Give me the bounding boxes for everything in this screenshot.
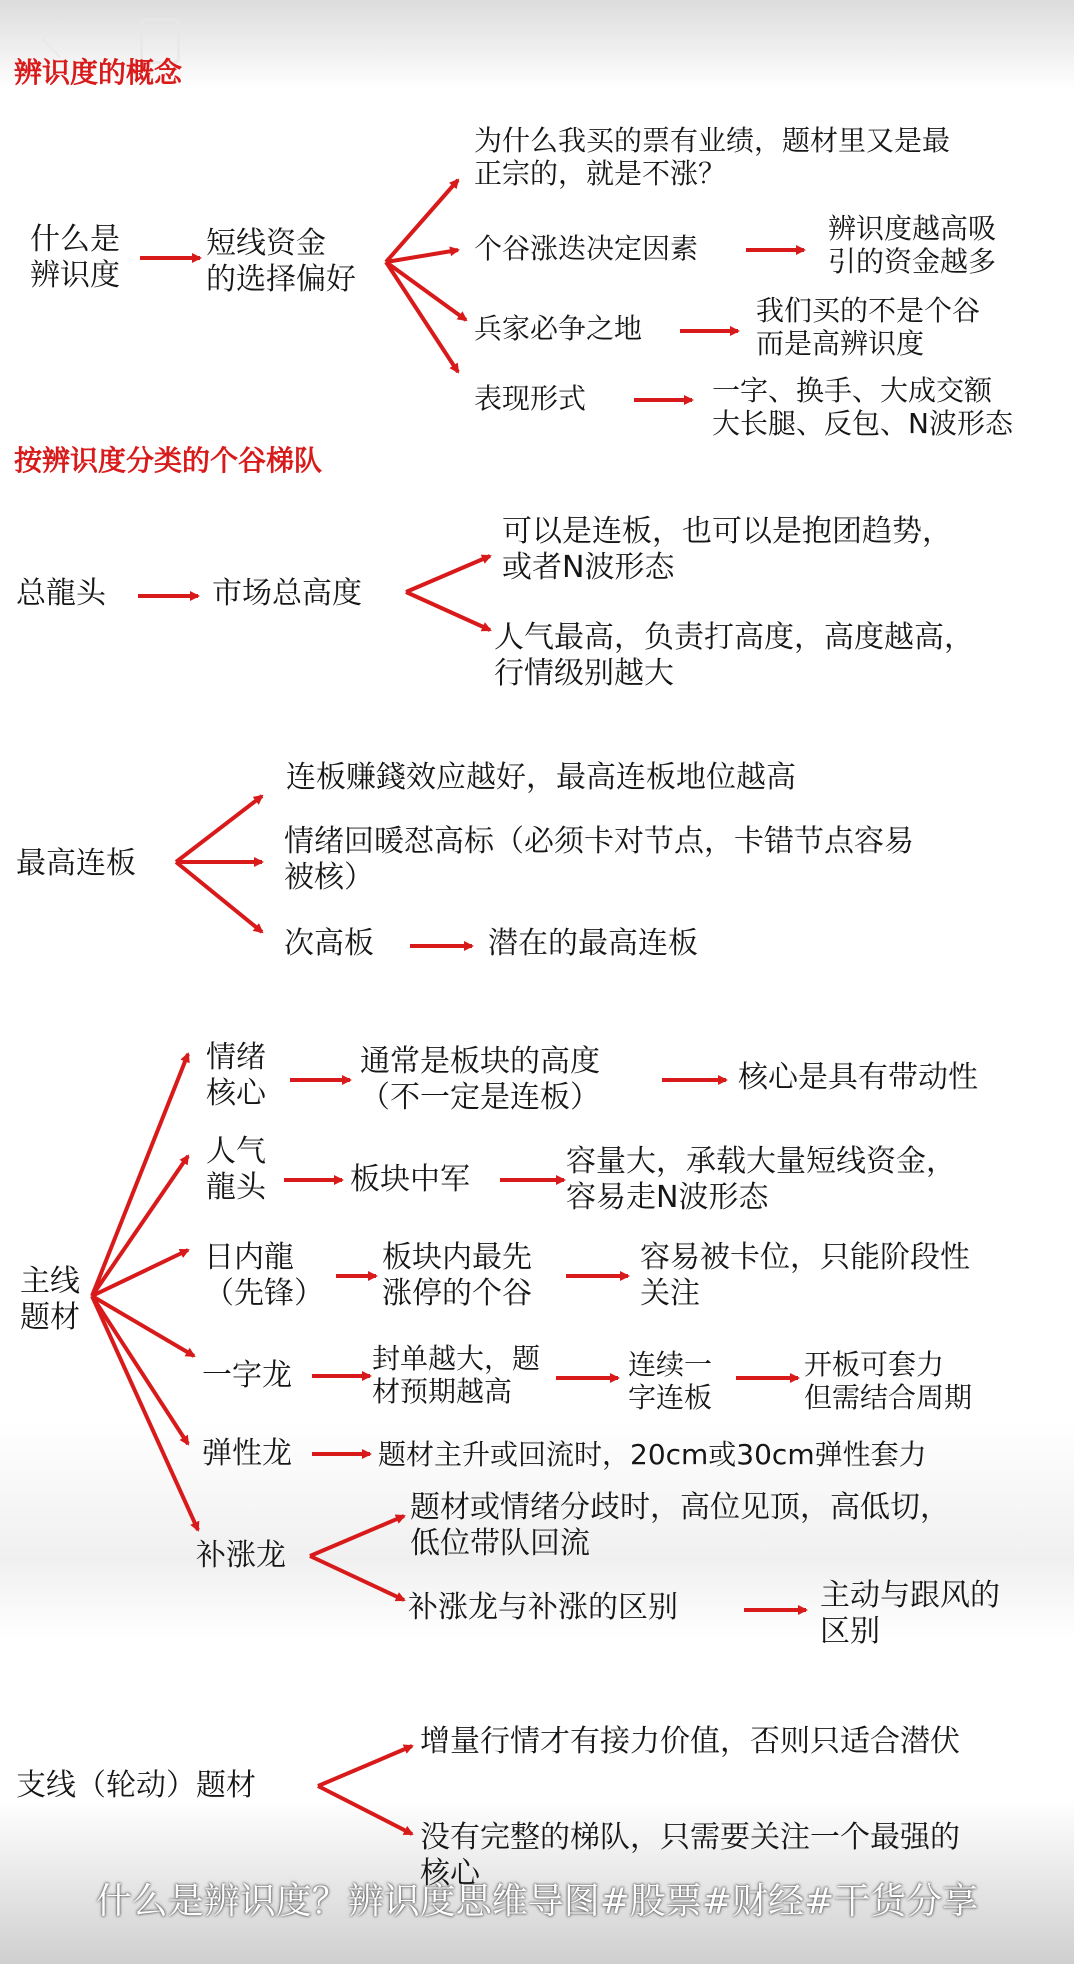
main-node-catchup: 补涨龙: [196, 1538, 286, 1573]
arrow: [386, 262, 466, 320]
main-node-yizi-c: 开板可套力 但需结合周期: [804, 1348, 973, 1414]
section-heading-concept: 辨识度的概念: [14, 56, 183, 89]
main-node-emotion: 情绪 核心: [206, 1040, 266, 1111]
main-node-catchup-c: 主动与跟风的 区别: [820, 1578, 1000, 1649]
branch-root: 支线（轮动）题材: [16, 1768, 256, 1803]
concept-b2-result: 辨识度越高吸 引的资金越多: [828, 212, 997, 278]
arrow: [310, 1556, 404, 1600]
concept-b3-result: 我们买的不是个谷 而是高辨识度: [756, 294, 981, 360]
main-node-popular-b: 容量大，承载大量短线资金， 容易走N波形态: [566, 1144, 956, 1215]
concept-root: 什么是 辨识度: [30, 222, 120, 293]
main-node-intraday-b: 容易被卡位，只能阶段性 关注: [640, 1240, 970, 1311]
main-node-emotion-a: 通常是板块的高度 （不一定是连板）: [360, 1044, 600, 1115]
main-node-elastic-a: 题材主升或回流时，20cm或30cm弹性套力: [378, 1438, 927, 1471]
arrow: [386, 180, 458, 262]
main-node-emotion-b: 核心是具有带动性: [738, 1060, 978, 1095]
concept-b4: 表现形式: [474, 382, 587, 415]
leader-b1: 可以是连板，也可以是抱团趋势， 或者N波形态: [502, 514, 952, 585]
branch-b2: 没有完整的梯队，只需要关注一个最强的 核心: [420, 1820, 960, 1891]
main-node-intraday: 日内龍 （先锋）: [204, 1240, 324, 1311]
arrow: [92, 1296, 188, 1444]
arrow: [406, 556, 490, 592]
arrow: [406, 592, 490, 630]
main-node-catchup-b: 补涨龙与补涨的区别: [408, 1590, 678, 1625]
highest-b1: 连板赚錢效应越好，最高连板地位越高: [286, 760, 796, 795]
leader-b2: 人气最高，负责打高度，高度越高， 行情级别越大: [494, 620, 974, 691]
main-node-popular-a: 板块中军: [350, 1162, 470, 1197]
main-node-popular: 人气 龍头: [206, 1134, 266, 1205]
leader-root: 总龍头: [16, 576, 106, 611]
main-node-yizi-b: 连续一 字连板: [628, 1348, 713, 1414]
main-node-elastic: 弹性龙: [202, 1436, 292, 1471]
arrow: [318, 1786, 412, 1834]
arrow: [386, 262, 458, 372]
highest-b3-result: 潜在的最高连板: [488, 926, 698, 961]
arrow: [176, 796, 262, 862]
concept-b2: 个谷涨迭决定因素: [474, 232, 699, 265]
branch-b1: 增量行情才有接力价值，否则只适合潜伏: [420, 1724, 960, 1759]
leader-mid: 市场总高度: [212, 576, 362, 611]
highest-b2: 情绪回暖怼高标（必须卡对节点，卡错节点容易 被核）: [284, 824, 914, 895]
arrow: [318, 1746, 412, 1786]
main-root: 主线 题材: [20, 1264, 80, 1335]
main-node-catchup-a: 题材或情绪分歧时，高位见顶，高低切， 低位带队回流: [410, 1490, 950, 1561]
arrow: [176, 862, 262, 932]
concept-b4-result: 一字、换手、大成交额 大长腿、反包、N波形态: [712, 374, 1013, 440]
section-heading-classify: 按辨识度分类的个谷梯队: [14, 444, 323, 477]
main-node-yizi-a: 封单越大，题 材预期越高: [372, 1342, 541, 1408]
concept-mid: 短线资金 的选择偏好: [206, 226, 356, 297]
arrow: [310, 1516, 404, 1556]
main-node-intraday-a: 板块内最先 涨停的个谷: [382, 1240, 532, 1311]
video-caption: 什么是辨识度？辨识度思维导图#股票#财经#干货分享: [95, 1881, 979, 1922]
main-node-yizi: 一字龙: [202, 1358, 292, 1393]
concept-b3: 兵家必争之地: [474, 312, 643, 345]
concept-b1: 为什么我买的票有业绩，题材里又是最 正宗的，就是不涨？: [474, 124, 951, 190]
highest-root: 最高连板: [16, 846, 136, 881]
arrow: [92, 1296, 198, 1530]
highest-b3: 次高板: [284, 926, 374, 961]
